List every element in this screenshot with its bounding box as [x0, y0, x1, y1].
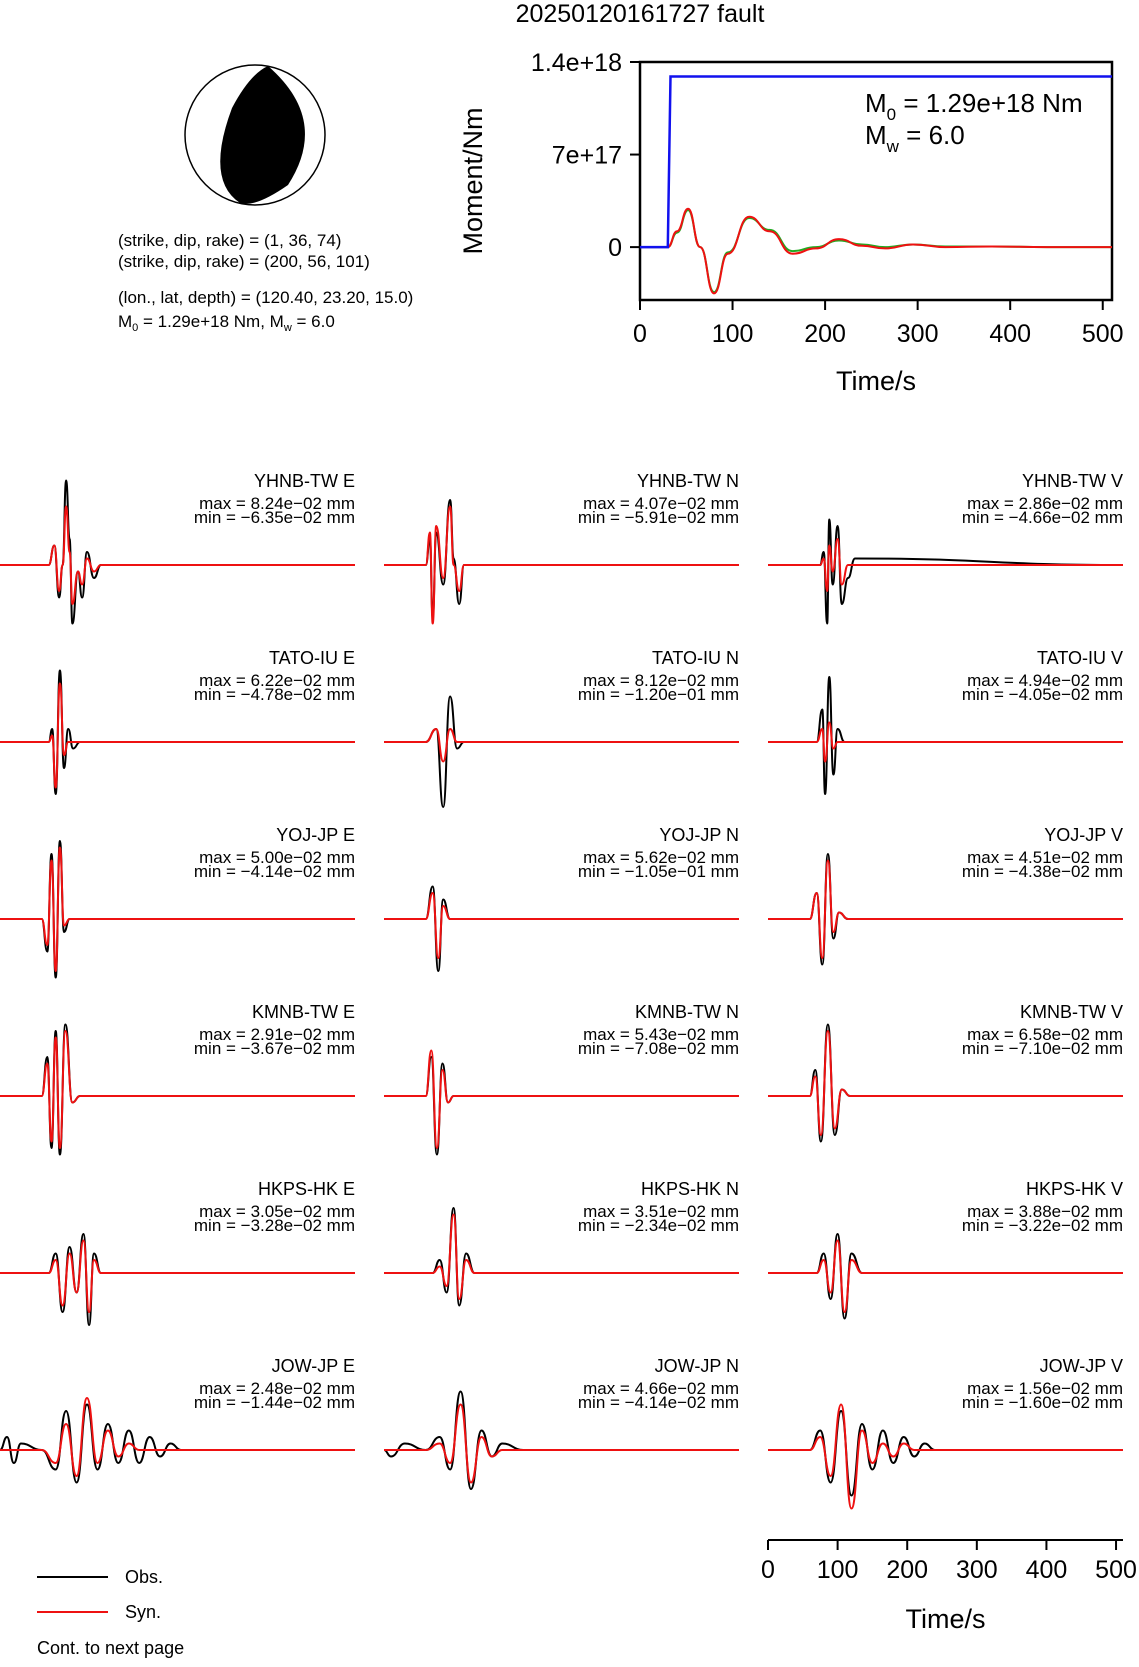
moment-x-tick-label: 400	[989, 320, 1032, 348]
waveform-panel	[768, 825, 1123, 965]
moment-y-tick-label: 0	[608, 234, 622, 263]
station-label: YHNB-TW N	[637, 471, 739, 491]
amplitude-max: max = 6.58e−02 mm	[967, 1025, 1123, 1044]
moment-annotation-m0: $M_0 = 1.29e+18$ Nm	[865, 88, 1083, 124]
moment-summary: $M_0 = 1.29e+18$ Nm, $M_w = 6.0$	[118, 312, 335, 334]
amplitude-min: min = −6.35e−02 mm	[193, 508, 355, 527]
station-label: KMNB-TW E	[252, 1002, 355, 1022]
waveform-time-axis	[761, 1540, 1137, 1634]
amplitude-min: min = −3.22e−02 mm	[961, 1216, 1123, 1235]
amplitude-min: min = −4.14e−02 mm	[577, 1393, 739, 1412]
synthetic-trace	[768, 1405, 1123, 1509]
amplitude-min: min = −1.20e−01 mm	[577, 685, 739, 704]
moment-x-tick-label: 100	[711, 320, 754, 348]
waveform-panel	[0, 1356, 355, 1483]
waveform-panel	[384, 825, 739, 971]
amplitude-min: min = −4.78e−02 mm	[193, 685, 355, 704]
waveform-x-tick-label: 400	[1025, 1556, 1068, 1584]
station-label: YOJ-JP V	[1044, 825, 1123, 845]
moment-series-synthetic	[640, 209, 1112, 294]
waveform-panel	[0, 1179, 355, 1325]
amplitude-max: max = 3.05e−02 mm	[199, 1202, 355, 1221]
amplitude-max: max = 8.12e−02 mm	[583, 671, 739, 690]
amplitude-max: max = 5.00e−02 mm	[199, 848, 355, 867]
observed-trace	[768, 1234, 1123, 1319]
waveform-x-tick-label: 200	[886, 1556, 929, 1584]
moment-y-axis-label: Moment/Nm	[458, 107, 488, 255]
waveform-panel	[384, 471, 739, 624]
moment-plot	[458, 49, 1124, 396]
nodal-plane-1: (strike, dip, rake) = (1, 36, 74)	[118, 231, 342, 250]
nodal-plane-2: (strike, dip, rake) = (200, 56, 101)	[118, 252, 370, 271]
observed-trace	[0, 1234, 355, 1325]
footer-note: Cont. to next page	[37, 1638, 185, 1658]
amplitude-min: min = −4.14e−02 mm	[193, 862, 355, 881]
amplitude-min: min = −3.67e−02 mm	[193, 1039, 355, 1058]
amplitude-min: min = −7.10e−02 mm	[961, 1039, 1123, 1058]
waveform-panel	[0, 825, 355, 978]
amplitude-max: max = 5.43e−02 mm	[583, 1025, 739, 1044]
waveform-x-tick-label: 500	[1095, 1556, 1137, 1584]
station-label: HKPS-HK V	[1025, 1179, 1123, 1199]
synthetic-trace	[768, 723, 1123, 762]
amplitude-min: min = −1.60e−02 mm	[961, 1393, 1123, 1412]
moment-x-axis-label: Time/s	[836, 366, 916, 396]
amplitude-min: min = −4.38e−02 mm	[961, 862, 1123, 881]
amplitude-max: max = 1.56e−02 mm	[967, 1379, 1123, 1398]
synthetic-trace	[768, 539, 1123, 591]
amplitude-min: min = −7.08e−02 mm	[577, 1039, 739, 1058]
amplitude-max: max = 3.88e−02 mm	[967, 1202, 1123, 1221]
waveform-panel	[384, 1179, 739, 1306]
amplitude-max: max = 6.22e−02 mm	[199, 671, 355, 690]
legend-syn-label: Syn.	[125, 1602, 162, 1622]
station-label: TATO-IU E	[268, 648, 355, 668]
moment-x-tick-label: 0	[633, 320, 647, 348]
amplitude-max: max = 2.91e−02 mm	[199, 1025, 355, 1044]
observed-trace	[384, 697, 739, 808]
amplitude-max: max = 4.51e−02 mm	[967, 848, 1123, 867]
observed-trace	[768, 1411, 1123, 1496]
amplitude-max: max = 4.66e−02 mm	[583, 1379, 739, 1398]
waveform-panel	[384, 1002, 739, 1155]
station-label: JOW-JP V	[1039, 1356, 1123, 1376]
observed-trace	[768, 520, 1123, 624]
station-label: YHNB-TW E	[254, 471, 355, 491]
waveform-grid	[0, 471, 1137, 1634]
moment-y-tick-label: 7e+17	[551, 141, 622, 170]
station-label: YOJ-JP E	[276, 825, 355, 845]
station-label: JOW-JP N	[654, 1356, 739, 1376]
amplitude-min: min = −3.28e−02 mm	[193, 1216, 355, 1235]
waveform-panel	[384, 1356, 739, 1489]
station-label: YHNB-TW V	[1022, 471, 1123, 491]
station-label: HKPS-HK E	[257, 1179, 355, 1199]
amplitude-max: max = 5.62e−02 mm	[583, 848, 739, 867]
waveform-panel	[0, 471, 355, 624]
amplitude-max: max = 2.86e−02 mm	[967, 494, 1123, 513]
waveform-x-tick-label: 0	[761, 1556, 775, 1584]
waveform-panel	[0, 648, 355, 794]
observed-trace	[384, 887, 739, 972]
waveform-panel	[768, 648, 1123, 794]
station-label: JOW-JP E	[271, 1356, 355, 1376]
amplitude-max: max = 4.07e−02 mm	[583, 494, 739, 513]
synthetic-trace	[384, 893, 739, 958]
synthetic-trace	[0, 1241, 355, 1313]
synthetic-trace	[768, 1241, 1123, 1313]
amplitude-min: min = −5.91e−02 mm	[577, 508, 739, 527]
figure-title: 20250120161727 fault	[515, 0, 765, 28]
amplitude-max: max = 8.24e−02 mm	[199, 494, 355, 513]
beachball	[185, 65, 325, 205]
legend-obs-label: Obs.	[125, 1567, 164, 1587]
waveform-panel	[768, 1179, 1123, 1319]
amplitude-min: min = −4.05e−02 mm	[961, 685, 1123, 704]
synthetic-trace	[384, 1051, 739, 1149]
waveform-x-tick-label: 100	[816, 1556, 859, 1584]
waveform-panel	[768, 1002, 1123, 1142]
moment-series-moment-rate	[640, 210, 1112, 292]
amplitude-min: min = −2.34e−02 mm	[577, 1216, 739, 1235]
moment-x-tick-label: 500	[1081, 320, 1124, 348]
station-label: YOJ-JP N	[659, 825, 739, 845]
station-label: HKPS-HK N	[640, 1179, 739, 1199]
amplitude-max: max = 3.51e−02 mm	[583, 1202, 739, 1221]
station-label: TATO-IU V	[1036, 648, 1123, 668]
station-label: KMNB-TW V	[1020, 1002, 1123, 1022]
observed-trace	[384, 1057, 739, 1155]
legend	[37, 1567, 163, 1622]
waveform-panel	[0, 1002, 355, 1155]
moment-annotation-mw: $M_w = 6.0$	[865, 120, 965, 156]
amplitude-min: min = −1.05e−01 mm	[577, 862, 739, 881]
synthetic-trace	[384, 1405, 739, 1483]
amplitude-min: min = −4.66e−02 mm	[961, 508, 1123, 527]
waveform-panel	[768, 471, 1123, 624]
station-label: TATO-IU N	[652, 648, 739, 668]
observed-trace	[0, 1405, 355, 1483]
moment-x-tick-label: 200	[804, 320, 846, 348]
station-label: KMNB-TW N	[635, 1002, 739, 1022]
location: (lon., lat, depth) = (120.40, 23.20, 15.0)	[118, 288, 414, 307]
amplitude-min: min = −1.44e−02 mm	[193, 1393, 355, 1412]
amplitude-max: max = 4.94e−02 mm	[967, 671, 1123, 690]
waveform-x-tick-label: 300	[955, 1556, 998, 1584]
moment-x-tick-label: 300	[896, 320, 939, 348]
waveform-panel	[384, 648, 739, 807]
waveform-panel	[768, 1356, 1123, 1509]
moment-y-tick-label: 1.4e+18	[530, 49, 622, 77]
waveform-x-axis-label: Time/s	[905, 1604, 986, 1634]
amplitude-max: max = 2.48e−02 mm	[199, 1379, 355, 1398]
